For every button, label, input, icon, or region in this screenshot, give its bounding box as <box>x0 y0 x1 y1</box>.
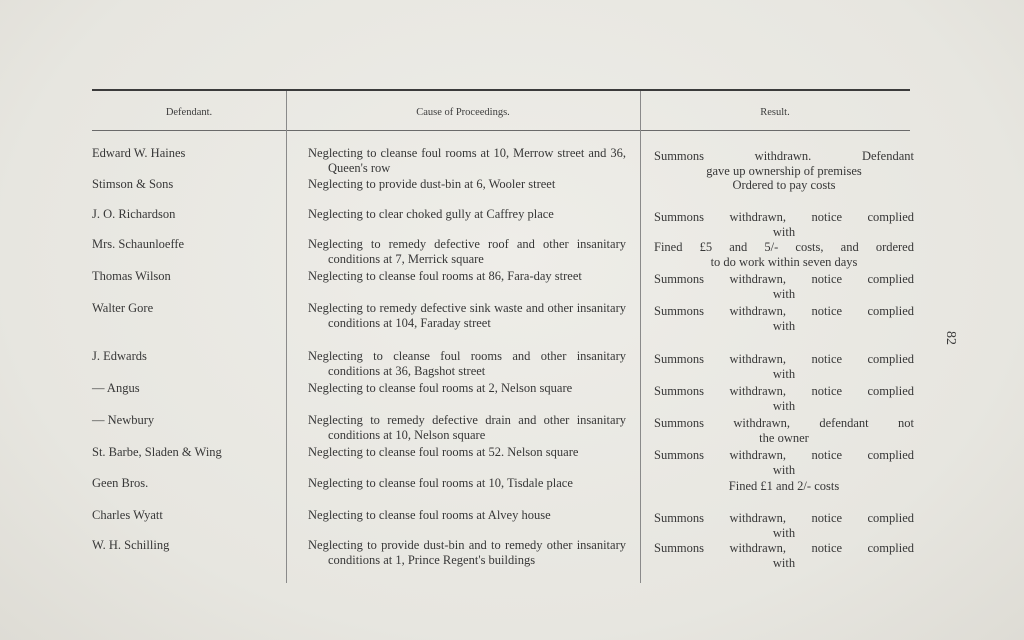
result-line-1: Summons withdrawn, notice complied <box>654 511 914 525</box>
result-line-1: Fined £5 and 5/- costs, and ordered <box>654 240 914 254</box>
result-line-2: with <box>772 319 796 333</box>
page-number: 82 <box>943 331 958 345</box>
result-cell <box>654 352 914 382</box>
defendant-cell: — Angus <box>92 381 140 395</box>
result-line-1: Summons withdrawn, notice complied <box>654 384 914 398</box>
result-line-1: Summons withdrawn, defendant not <box>654 416 914 430</box>
result-line-2: with <box>772 225 796 239</box>
cause-cell: Neglecting to provide dust-bin at 6, Wooler street <box>308 177 556 191</box>
defendant-cell: Charles Wyatt <box>92 508 163 522</box>
result-line-1: Summons withdrawn, notice complied <box>654 448 914 462</box>
defendant-cell: J. O. Richardson <box>92 207 176 221</box>
result-line-2: with <box>772 556 796 570</box>
cause-cell: Neglecting to cleanse foul rooms at 2, Nelson square <box>308 381 573 395</box>
defendant-cell: Mrs. Schaunloeffe <box>92 237 185 251</box>
cause-cell: Neglecting to cleanse foul rooms at 52. Nelson square <box>308 445 579 459</box>
table-header-rule <box>92 130 910 131</box>
defendant-cell: W. H. Schilling <box>92 538 170 552</box>
result-cell <box>654 210 914 240</box>
result-line-2: Fined £1 and 2/- costs <box>728 479 840 493</box>
result-cell <box>654 541 914 571</box>
result-cell <box>654 448 914 478</box>
defendant-cell: Geen Bros. <box>92 476 149 490</box>
result-line-2: with <box>772 367 796 381</box>
result-line-1: Summons withdrawn, notice complied <box>654 210 914 224</box>
result-line-2: gave up ownership of premises <box>706 164 862 178</box>
result-line-2: with <box>772 463 796 477</box>
defendant-cell: St. Barbe, Sladen & Wing <box>92 445 222 459</box>
result-line-2: with <box>772 526 796 540</box>
table-top-rule <box>92 89 910 91</box>
cause-cell: Neglecting to cleanse foul rooms at Alvey house <box>308 508 551 522</box>
cause-cell: Neglecting to cleanse foul rooms and other insanitary conditions at 36, Bagshot street <box>308 349 626 378</box>
result-line-1: Summons withdrawn, notice complied <box>654 272 914 286</box>
cause-cell: Neglecting to remedy defective sink waste and other insanitary conditions at 104, Faraday street <box>308 301 626 330</box>
result-line-2: with <box>772 399 796 413</box>
result-cell <box>654 384 914 414</box>
result-cell <box>654 149 914 179</box>
column-divider-2 <box>640 91 641 583</box>
cause-cell: Neglecting to provide dust-bin and to remedy other insanitary conditions at 1, Prince Regent's buildings <box>308 538 626 567</box>
defendant-cell: Walter Gore <box>92 301 154 315</box>
result-line-2: to do work within seven days <box>710 255 858 269</box>
result-line-1: Summons withdrawn, notice complied <box>654 352 914 366</box>
cause-cell: Neglecting to clear choked gully at Caffrey place <box>308 207 554 221</box>
header-result: Result. <box>760 107 790 118</box>
result-line-2: the owner <box>759 431 809 445</box>
result-cell <box>654 479 914 494</box>
column-divider-1 <box>286 91 287 583</box>
cause-cell: Neglecting to remedy defective roof and other insanitary conditions at 7, Merrick square <box>308 237 626 266</box>
header-cause: Cause of Proceedings. <box>416 107 510 118</box>
result-line-1: Summons withdrawn, notice complied <box>654 541 914 555</box>
cause-cell: Neglecting to cleanse foul rooms at 10, Tisdale place <box>308 476 573 490</box>
result-cell <box>654 511 914 541</box>
result-line-1: Summons withdrawn. Defendant <box>654 149 914 163</box>
cause-cell: Neglecting to remedy defective drain and other insanitary conditions at 10, Nelson square <box>308 413 626 442</box>
result-line-2: Ordered to pay costs <box>732 178 836 192</box>
result-cell <box>654 272 914 302</box>
defendant-cell: Thomas Wilson <box>92 269 171 283</box>
result-cell <box>654 178 914 193</box>
result-line-2: with <box>772 287 796 301</box>
defendant-cell: — Newbury <box>92 413 155 427</box>
result-cell <box>654 240 914 270</box>
result-line-1: Summons withdrawn, notice complied <box>654 304 914 318</box>
defendant-cell: J. Edwards <box>92 349 147 363</box>
cause-cell: Neglecting to cleanse foul rooms at 10, Merrow street and 36, Queen's row <box>308 146 626 175</box>
result-cell <box>654 304 914 334</box>
result-cell <box>654 416 914 446</box>
cause-cell: Neglecting to cleanse foul rooms at 86, Fara-day street <box>308 269 582 283</box>
defendant-cell: Stimson & Sons <box>92 177 174 191</box>
defendant-cell: Edward W. Haines <box>92 146 186 160</box>
header-defendant: Defendant. <box>165 107 213 118</box>
